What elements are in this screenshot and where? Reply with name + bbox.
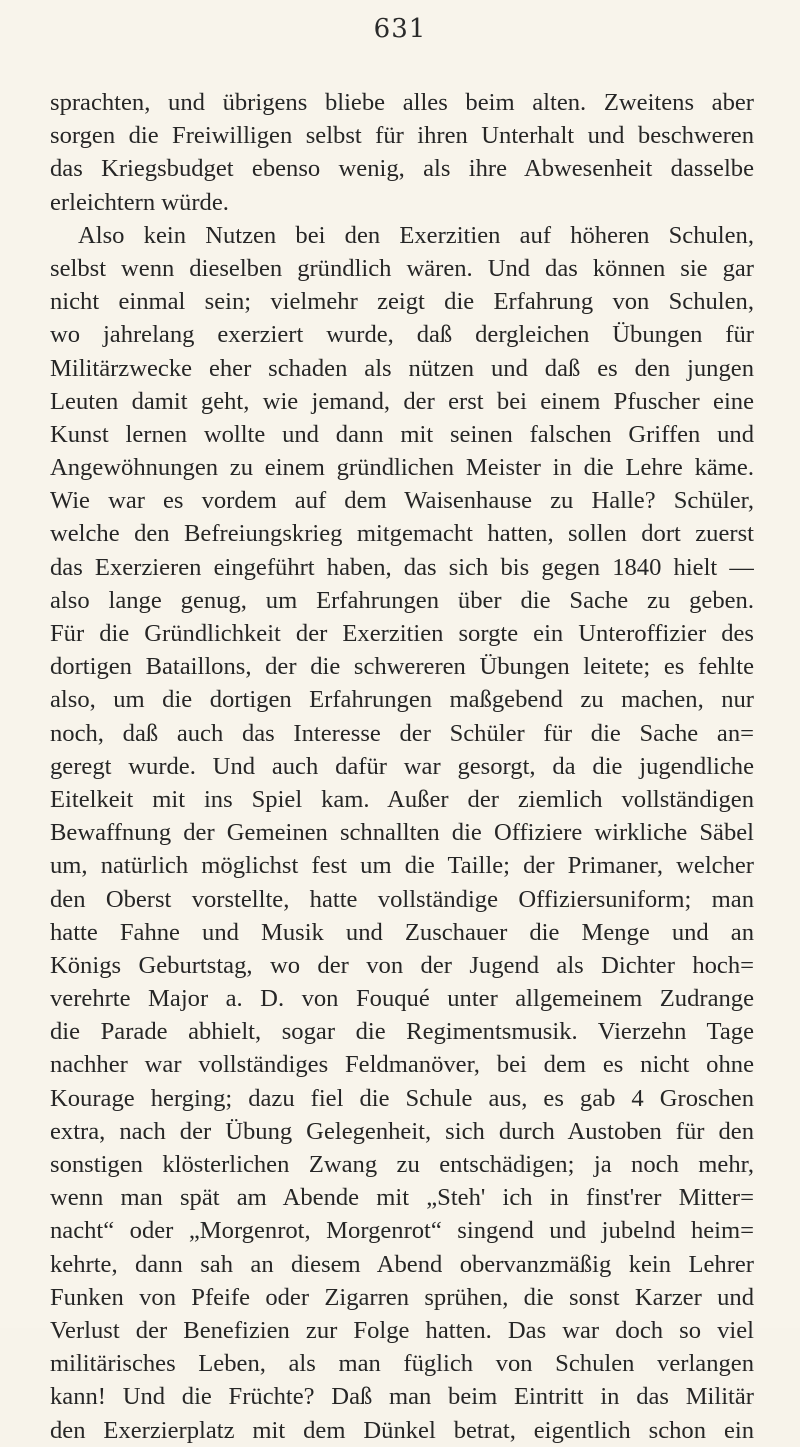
text-line: verehrte Major a. D. von Fouqué unter allgemeinem Zudrange (50, 985, 754, 1013)
text-line: Bewaffnung der Gemeinen schnallten die Offiziere wirkliche Säbel (50, 819, 754, 847)
text-line: Königs Geburtstag, wo der von der Jugend als Dichter hoch= (50, 951, 754, 979)
text-line: extra, nach der Übung Gelegenheit, sich durch Austoben für den (50, 1117, 754, 1145)
page-number: 631 (373, 14, 427, 44)
text-line: den Oberst vorstellte, hatte vollständige Offiziersuniform; man (50, 885, 754, 913)
body-text (50, 86, 754, 1447)
text-line: Verlust der Benefizien zur Folge hatten. Das war doch so viel (50, 1316, 754, 1344)
text-line: Militärzwecke eher schaden als nützen und daß es den jungen (50, 354, 754, 382)
text-line: Kunst lernen wollte und dann mit seinen falschen Griffen und (50, 420, 754, 448)
text-line: Leuten damit geht, wie jemand, der erst bei einem Pfuscher eine (50, 387, 754, 415)
text-line: nicht einmal sein; vielmehr zeigt die Erfahrung von Schulen, (50, 288, 754, 316)
text-line: selbst wenn dieselben gründlich wären. Und das können sie gar (50, 254, 754, 282)
text-line: dortigen Bataillons, der die schwereren Übungen leitete; es fehlte (50, 653, 754, 681)
text-line: militärisches Leben, als man füglich von Schulen verlangen (50, 1350, 754, 1378)
text-line: noch, daß auch das Interesse der Schüler für die Sache an= (50, 719, 754, 747)
text-line: nacht“ oder „Morgenrot, Morgenrot“ singend und jubelnd heim= (50, 1217, 754, 1245)
text-line: hatte Fahne und Musik und Zuschauer die Menge und an (50, 918, 754, 946)
text-line: erleichtern würde. (50, 188, 229, 216)
text-line: geregt wurde. Und auch dafür war gesorgt, da die jugendliche (50, 752, 754, 780)
text-line: welche den Befreiungskrieg mitgemacht hatten, sollen dort zuerst (50, 520, 754, 548)
text-line: kehrte, dann sah an diesem Abend obervanzmäßig kein Lehrer (50, 1250, 754, 1278)
text-line: sprachten, und übrigens bliebe alles beim alten. Zweitens aber (50, 89, 754, 116)
text-line: die Parade abhielt, sogar die Regimentsmusik. Vierzehn Tage (50, 1018, 754, 1046)
text-line: Kourage herging; dazu fiel die Schule aus, es gab 4 Groschen (50, 1084, 754, 1112)
text-line: nachher war vollständiges Feldmanöver, bei dem es nicht ohne (50, 1051, 754, 1079)
text-line: Eitelkeit mit ins Spiel kam. Außer der ziemlich vollständigen (50, 785, 754, 813)
text-line: Für die Gründlichkeit der Exerzitien sorgte ein Unteroffizier des (50, 620, 754, 647)
text-line: den Exerzierplatz mit dem Dünkel betrat, eigentlich schon ein (50, 1416, 754, 1444)
text-line: sorgen die Freiwilligen selbst für ihren Unterhalt und beschweren (50, 122, 754, 150)
text-line: wo jahrelang exerziert wurde, daß dergleichen Übungen für (50, 321, 754, 349)
text-line: Funken von Pfeife oder Zigarren sprühen, die sonst Karzer und (50, 1283, 754, 1311)
text-line: Wie war es vordem auf dem Waisenhause zu Halle? Schüler, (50, 487, 754, 515)
text-line: Angewöhnungen zu einem gründlichen Meister in die Lehre käme. (50, 454, 754, 482)
text-line: also, um die dortigen Erfahrungen maßgebend zu machen, nur (50, 686, 754, 714)
text-line: wenn man spät am Abende mit „Steh' ich in finst'rer Mitter= (50, 1184, 754, 1212)
text-line: um, natürlich möglichst fest um die Taille; der Primaner, welcher (50, 852, 754, 880)
text-line: kann! Und die Früchte? Daß man beim Eintritt in das Militär (50, 1383, 754, 1411)
text-line: sonstigen klösterlichen Zwang zu entschädigen; ja noch mehr, (50, 1151, 754, 1178)
text-line: das Exerzieren eingeführt haben, das sich bis gegen 1840 hielt — (50, 553, 754, 581)
text-line: das Kriegsbudget ebenso wenig, als ihre Abwesenheit dasselbe (50, 155, 754, 183)
paragraph-start-line: Also kein Nutzen bei den Exerzitien auf höheren Schulen, (78, 221, 754, 249)
text-line: also lange genug, um Erfahrungen über die Sache zu geben. (50, 586, 754, 614)
